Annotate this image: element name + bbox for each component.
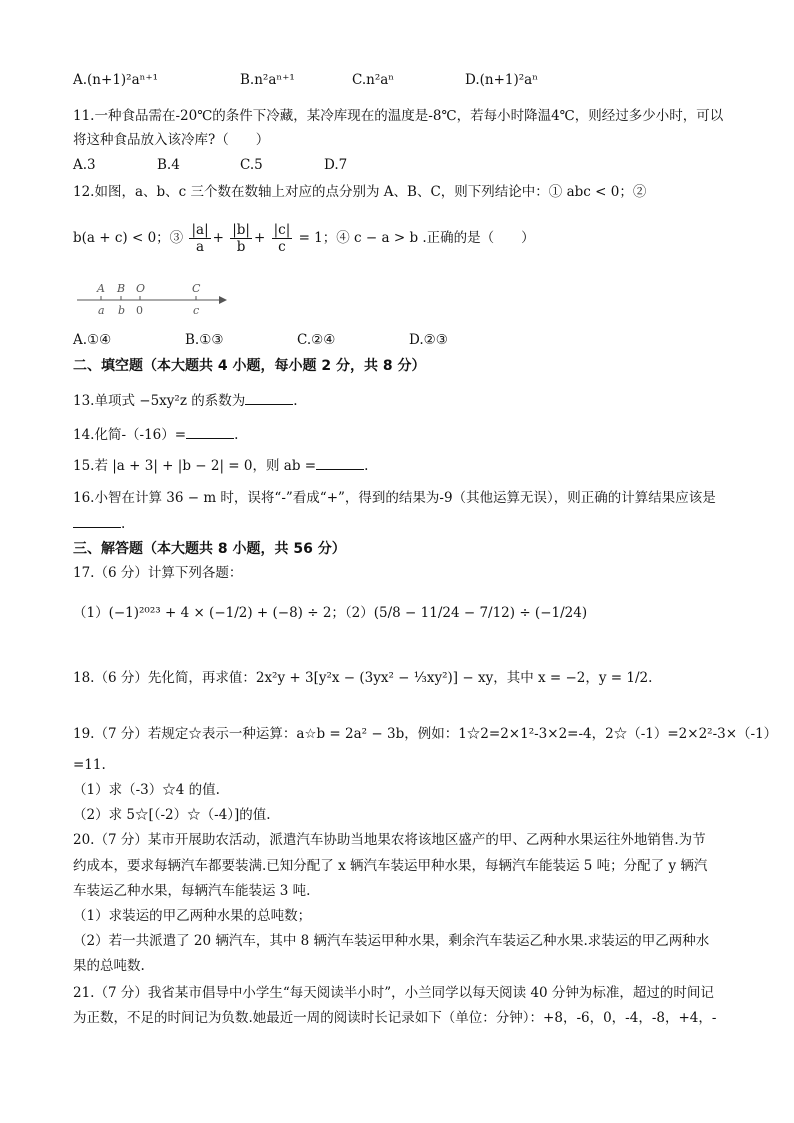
answer-blank: [245, 390, 293, 405]
number-line-arrow: [219, 296, 227, 304]
q12-option-a: A.①④: [73, 332, 112, 348]
q20-line3: 车装运乙种水果，每辆汽车能装运 3 吨.: [73, 883, 311, 899]
q10-option-c: C.n²aⁿ: [352, 72, 395, 88]
fraction-abs-c-over-c: $\frac{|c|}{c}$: [273, 222, 291, 255]
q11-line1: 11.一种食品需在-20℃的条件下冷藏，某冷库现在的温度是-8℃，若每小时降温4℃，则经过多少小时，可以: [73, 108, 724, 124]
q20-part1: （1）求装运的甲乙两种水果的总吨数；: [73, 908, 312, 924]
q19-line2: =11.: [73, 757, 106, 773]
point-label-c: C: [192, 282, 201, 295]
q18: 18.（6 分）先化简，再求值：2x²y + 3[y²x − (3yx² − ⅓xy²)] − xy，其中 x = −2，y = 1/2.: [73, 670, 653, 686]
q12-statement-4: = 1；④ c − a > b .正确的是（ ）: [298, 230, 535, 246]
fraction-abs-b-over-b: $\frac{|b|}{b}$: [232, 222, 250, 255]
q20-line2: 约成本，要求每辆汽车都要装满.已知分配了 x 辆汽车装运甲种水果，每辆汽车能装运 5 吨；分配了 y 辆汽: [73, 858, 708, 874]
q19-line1: 19.（7 分）若规定☆表示一种运算：a☆b = 2a² − 3b，例如：1☆2=2×1²-3×2=-4，2☆（-1）=2×2²-3×（-1）: [73, 726, 778, 742]
q10-option-b: B.n²aⁿ⁺¹: [240, 72, 295, 88]
q12-option-c: C.②④: [297, 332, 336, 348]
q12-option-d: D.②③: [409, 332, 448, 348]
q12-line1: 12.如图，a、b、c 三个数在数轴上对应的点分别为 A、B、C，则下列结论中：① abc < 0；②: [73, 184, 647, 200]
number-line-figure: [73, 278, 233, 322]
answer-blank: [73, 513, 121, 528]
q16-line2: .: [73, 513, 125, 534]
value-label-zero: 0: [136, 304, 143, 317]
answer-blank: [186, 424, 234, 439]
section-3-heading: 三、解答题（本大题共 8 小题，共 56 分）: [73, 541, 346, 557]
value-label-a: a: [98, 304, 105, 317]
q17-head: 17.（6 分）计算下列各题：: [73, 565, 243, 581]
q20-line1: 20.（7 分）某市开展助农活动，派遣汽车协助当地果农将该地区盛产的甲、乙两种水果运往外地销售.为节: [73, 832, 706, 848]
q14: 14.化简-（-16）= .: [73, 424, 238, 445]
q19-part1: （1）求（-3）☆4 的值.: [73, 782, 220, 798]
q11-option-a: A.3: [73, 157, 96, 173]
value-label-c: c: [193, 304, 200, 317]
q12-statement-2: b(a + c) < 0；③: [73, 230, 184, 246]
q11-line2: 将这种食品放入该冷库?（ ）: [73, 132, 270, 148]
q11-option-b: B.4: [157, 157, 180, 173]
q13: 13.单项式 −5xy²z 的系数为 .: [73, 390, 298, 411]
q15: 15.若 |a + 3| + |b − 2| = 0，则 ab = .: [73, 455, 368, 476]
q19-part2: （2）求 5☆[（-2）☆（-4）]的值.: [73, 807, 271, 823]
q10-option-d: D.(n+1)²aⁿ: [465, 72, 539, 88]
value-label-b: b: [118, 304, 126, 317]
point-label-a: A: [97, 282, 105, 295]
q21-line1: 21.（7 分）我省某市倡导中小学生“每天阅读半小时”，小兰同学以每天阅读 40 分钟为标准，超过的时间记: [73, 985, 714, 1001]
q12-line2: b(a + c) < 0；③ $\frac{|a|}{a}$ + $\frac{|b|}{b}$ + $\frac{|c|}{c}$ = 1；④ c − a > b .正确的是（ ）: [73, 222, 535, 255]
q16-line1: 16.小智在计算 36 − m 时，误将“-”看成“+”，得到的结果为-9（其他运算无误），则正确的计算结果应该是: [73, 490, 716, 506]
answer-blank: [316, 455, 364, 470]
q20-part2: （2）若一共派遣了 20 辆汽车，其中 8 辆汽车装运甲种水果，剩余汽车装运乙种水果.求装运的甲乙两种水: [73, 933, 710, 949]
q12-option-b: B.①③: [185, 332, 224, 348]
fraction-abs-a-over-a: $\frac{|a|}{a}$: [191, 222, 209, 255]
q11-option-c: C.5: [240, 157, 263, 173]
q21-line2: 为正数，不足的时间记为负数.她最近一周的阅读时长记录如下（单位：分钟）：+8，-6，0，-4，-8，+4，-: [73, 1010, 717, 1026]
q11-option-d: D.7: [324, 157, 348, 173]
section-2-heading: 二、填空题（本大题共 4 小题，每小题 2 分，共 8 分）: [73, 358, 426, 374]
point-label-o: O: [136, 282, 146, 295]
q17-parts: （1）(−1)²⁰²³ + 4 × (−1/2) + (−8) ÷ 2；（2）(5/8 − 11/24 − 7/12) ÷ (−1/24): [73, 605, 588, 621]
q10-option-a: A.(n+1)²aⁿ⁺¹: [73, 72, 159, 88]
point-label-b: B: [117, 282, 126, 295]
q20-part3: 果的总吨数.: [73, 958, 145, 974]
